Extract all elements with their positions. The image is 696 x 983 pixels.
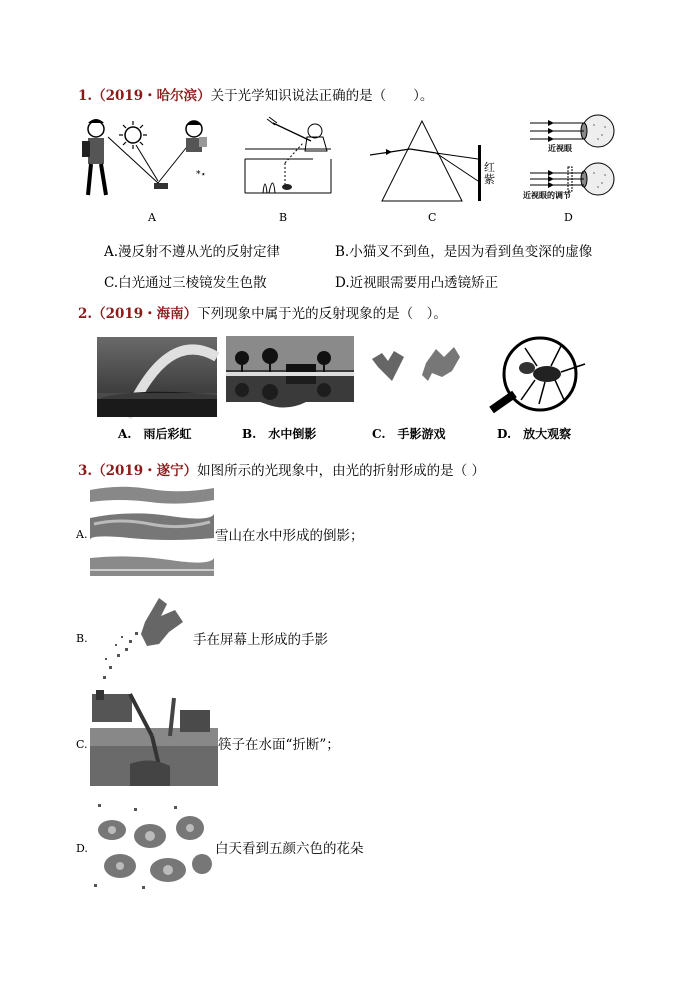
q1-option-c: C.白光通过三棱镜发生色散: [104, 275, 267, 291]
svg-text:*⋆: *⋆: [196, 170, 207, 180]
q3-option-b-text: 手在屏幕上形成的手影: [193, 632, 328, 648]
q3-letter-b: B.: [76, 632, 88, 645]
q1-figure-b: [243, 115, 338, 200]
q1-prism-purple: 紫: [484, 173, 495, 186]
q3-image-b: [95, 592, 190, 684]
q2-caption-c: C. 手影游戏: [372, 427, 446, 441]
q3-source: （2019・遂宁）: [92, 463, 198, 479]
q1-prism-red: 红: [484, 161, 495, 174]
q3-letter-d: D.: [76, 842, 88, 855]
q3-image-d: [90, 800, 214, 892]
q1-option-d: D.近视眼需要用凸透镜矫正: [335, 275, 499, 291]
q2-image-hand-shadow: [370, 345, 465, 395]
q1-source: （2019・哈尔滨）: [92, 88, 211, 104]
q2-stem-line: [78, 302, 447, 322]
q2-number: 2.: [78, 306, 93, 322]
q1-label-c: C: [428, 211, 437, 224]
q3-option-a-text: 雪山在水中形成的倒影；: [215, 528, 364, 544]
q2-caption-b: B. 水中倒影: [242, 427, 317, 441]
q2-image-reflection: [226, 336, 354, 414]
q1-eye-label-bottom: 近视眼的调节: [523, 190, 571, 200]
q1-figure-a: [78, 115, 223, 205]
q1-stem: 关于光学知识说法正确的是（ ）。: [210, 88, 434, 104]
q1-stem-line: [78, 84, 433, 104]
q3-image-c: [90, 690, 218, 790]
q2-source: （2019・海南）: [92, 306, 198, 322]
q2-caption-d: D. 放大观察: [497, 427, 572, 441]
q1-number: 1.: [78, 88, 93, 104]
q2-stem: 下列现象中属于光的反射现象的是（ ）。: [197, 306, 447, 322]
q1-label-d: D: [564, 211, 573, 224]
q2-image-magnifier: [485, 334, 600, 420]
q1-figure-c: [370, 115, 500, 205]
q3-letter-c: C.: [76, 738, 88, 751]
q3-option-d-text: 白天看到五颜六色的花朵: [215, 841, 364, 857]
q1-eye-label-top: 近视眼: [548, 143, 572, 153]
q3-option-c-text: 筷子在水面“折断”；: [218, 737, 340, 753]
q1-prism-label: [484, 162, 496, 186]
q1-option-b: B.小猫叉不到鱼，是因为看到鱼变深的虚像: [335, 244, 593, 260]
q1-option-a: A.漫反射不遵从光的反射定律: [104, 244, 281, 260]
q1-label-a: A: [148, 211, 156, 224]
q1-label-b: B: [279, 211, 288, 224]
q2-caption-a: A. 雨后彩虹: [118, 427, 192, 441]
q3-letter-a: A.: [76, 528, 88, 541]
q2-image-rainbow: [97, 337, 217, 417]
q3-stem: 如图所示的光现象中，由光的折射形成的是（ ）: [197, 463, 485, 479]
q3-image-a: [90, 484, 214, 578]
q3-stem-line: [78, 459, 485, 479]
q3-number: 3.: [78, 463, 93, 479]
